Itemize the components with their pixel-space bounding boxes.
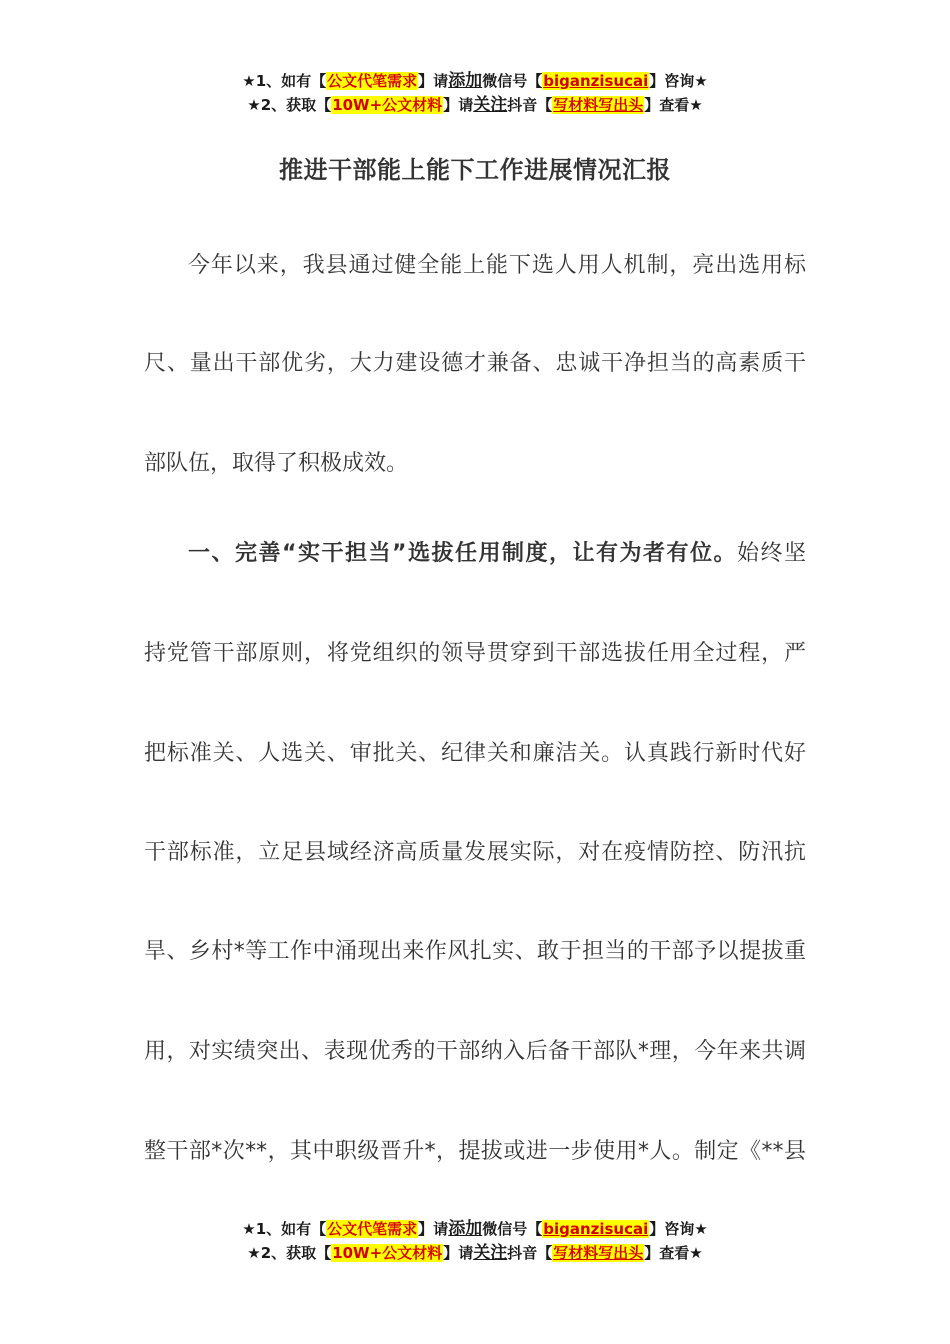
section-heading: 一、完善“实干担当”选拔任用制度，让有为者有位。 (188, 541, 737, 566)
promo-line-2: ★2、获取【10W+公文材料】请关注抖音【写材料写出头】查看★ (247, 95, 703, 115)
promo-line-1: ★1、如有【公文代笔需求】请添加微信号【biganzisucai】咨询★ (242, 1219, 708, 1239)
paragraph-line: 把标准关、人选关、审批关、纪律关和廉洁关。认真践行新时代好 (144, 741, 806, 766)
section-heading-line: 一、完善“实干担当”选拔任用制度，让有为者有位。始终坚 (188, 541, 806, 566)
promo-banner-top (0, 69, 950, 117)
wechat-id: biganzisucai (543, 1220, 649, 1238)
highlight-materials: 10W+公文材料 (332, 96, 443, 114)
paragraph-line: 尺、量出干部优劣，大力建设德才兼备、忠诚干净担当的高素质干 (144, 351, 806, 376)
paragraph-line: 旱、乡村*等工作中涌现出来作风扎实、敢于担当的干部予以提拔重 (144, 939, 806, 964)
wechat-id: biganzisucai (543, 72, 649, 90)
paragraph-line: 整干部*次**，其中职级晋升*，提拔或进一步使用*人。制定《**县 (144, 1139, 806, 1164)
highlight-writing-service: 公文代笔需求 (327, 1220, 418, 1238)
promo-banner-bottom (0, 1217, 950, 1265)
highlight-materials: 10W+公文材料 (332, 1244, 443, 1262)
paragraph-line: 干部标准，立足县域经济高质量发展实际，对在疫情防控、防汛抗 (144, 840, 806, 865)
document-title: 推进干部能上能下工作进展情况汇报 (279, 156, 671, 184)
paragraph-line: 今年以来，我县通过健全能上能下选人用人机制，亮出选用标 (188, 253, 806, 278)
highlight-writing-service: 公文代笔需求 (327, 72, 418, 90)
douyin-account: 写材料写出头 (553, 1244, 644, 1262)
paragraph-line: 持党管干部原则，将党组织的领导贯穿到干部选拔任用全过程，严 (144, 641, 806, 666)
promo-line-2: ★2、获取【10W+公文材料】请关注抖音【写材料写出头】查看★ (247, 1243, 703, 1263)
douyin-account: 写材料写出头 (553, 96, 644, 114)
paragraph-line: 部队伍，取得了积极成效。 (144, 451, 409, 476)
paragraph-line: 用，对实绩突出、表现优秀的干部纳入后备干部队*理，今年来共调 (144, 1039, 806, 1064)
promo-line-1: ★1、如有【公文代笔需求】请添加微信号【biganzisucai】咨询★ (242, 71, 708, 91)
